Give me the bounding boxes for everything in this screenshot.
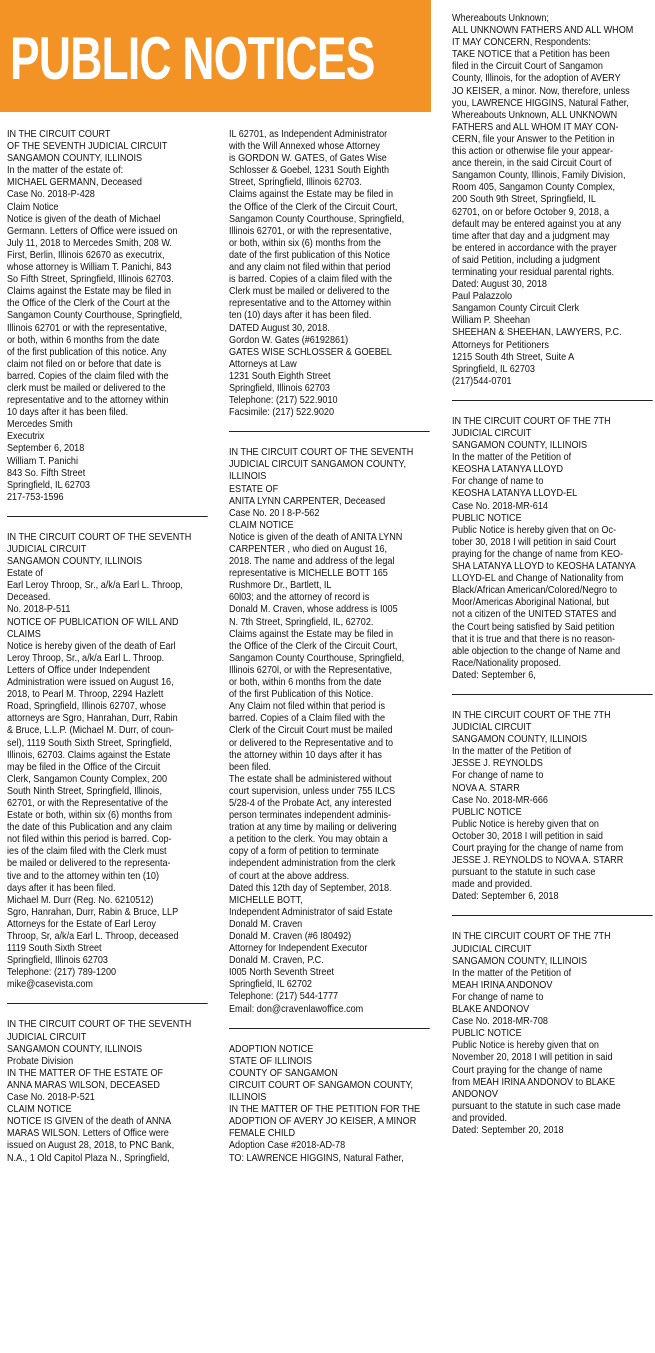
- notice-line: JUDICIAL CIRCUIT SANGAMON COUNTY,: [229, 458, 406, 471]
- notice-line: 200 South 9th Street, Springfield, IL: [452, 193, 596, 206]
- notice-line: IN THE CIRCUIT COURT OF THE 7TH: [452, 414, 611, 427]
- notice-line: PUBLIC NOTICE: [452, 1027, 522, 1040]
- notice-line: Case No. 2018-MR-708: [452, 1015, 548, 1028]
- notice-line: PUBLIC NOTICE: [452, 805, 522, 818]
- notice-line: representative is MICHELLE BOTT 165: [229, 567, 388, 580]
- notice-line: Case No. 20 I 8-P-562: [229, 506, 320, 519]
- notice-line: Dated: September 6,: [452, 668, 536, 681]
- notice-line: from MEAH IRINA ANDONOV to BLAKE: [452, 1075, 616, 1088]
- notice-line: ADOPTION OF AVERY JO KEISER, A MINOR: [229, 1115, 417, 1128]
- notice-line: issued on August 28, 2018, to PNC Bank,: [7, 1139, 175, 1152]
- notice-line: Schlosser & Goebel, 1231 South Eighth: [229, 164, 390, 177]
- notice-line: Public Notice is hereby given that on Oc-: [452, 523, 617, 536]
- notice-line: Administration were issued on August 16,: [7, 676, 174, 689]
- legal-notice: [452, 709, 651, 903]
- notice-line: tration at any time by mailing or delivering: [229, 821, 397, 834]
- notice-line: First, Berlin, Illinois 62670 as executrix,: [7, 248, 165, 261]
- notice-line: MARAS WILSON. Letters of Office were: [7, 1127, 169, 1140]
- notice-line: JUDICIAL CIRCUIT: [7, 543, 87, 555]
- notice-line: Case No. 2018-MR-666: [452, 793, 548, 806]
- notice-divider: [7, 516, 208, 517]
- notice-line: Email: don@cravenlawoffice.com: [229, 1002, 364, 1015]
- notice-line: Clerk must be mailed or delivered to the: [229, 285, 390, 298]
- notice-line: default may be entered against you at any: [452, 217, 622, 230]
- notice-line: ESTATE OF: [229, 482, 279, 495]
- notice-line: Deceased.: [7, 591, 51, 604]
- notice-line: CLAIM NOTICE: [229, 518, 294, 531]
- notice-line: IN THE CIRCUIT COURT OF THE SEVENTH: [229, 446, 414, 459]
- notice-line: or both, within 6 months from the date: [229, 676, 382, 689]
- notice-line: person terminates independent adminis-: [229, 809, 392, 822]
- notice-line: Court praying for the change of name from: [452, 842, 624, 854]
- notice-line: Illinois, 62703. Claims against the Estate: [7, 748, 171, 761]
- notice-line: OF THE SEVENTH JUDICIAL CIRCUIT: [7, 140, 168, 153]
- notice-line: Estate of: [7, 567, 43, 580]
- notice-line: FEMALE CHILD: [229, 1127, 296, 1140]
- notice-line: IN THE MATTER OF THE PETITION FOR THE: [229, 1103, 421, 1116]
- notice-line: of court at the above address.: [229, 869, 350, 882]
- notice-line: For change of name to: [452, 990, 544, 1003]
- notice-line: Claims against the Estate may be filed in: [229, 188, 394, 201]
- notice-line: JO KEISER, a minor. Now, therefore, unless: [452, 84, 630, 97]
- notice-line: Claims against the Estate may be filed in: [7, 285, 172, 298]
- legal-notice: [452, 930, 651, 1136]
- notice-line: ILLINOIS: [229, 1091, 267, 1104]
- notice-line: praying for the change of name from KEO-: [452, 547, 624, 560]
- notice-line: SHA LATANYA LLOYD to KEOSHA LATANYA: [452, 560, 636, 573]
- notice-line: N. 7th Street, Springfield, IL, 62702.: [229, 615, 374, 628]
- notice-line: No. 2018-P-511: [7, 603, 71, 616]
- notice-line: IN THE CIRCUIT COURT OF THE 7TH: [452, 930, 611, 943]
- notice-line: JUDICIAL CIRCUIT: [452, 427, 532, 439]
- notice-line: Race/Nationality proposed.: [452, 656, 562, 669]
- notice-line: Road, Springfield, Illinois 62707, whose: [7, 700, 167, 713]
- notice-line: able objection to the change of Name and: [452, 644, 621, 657]
- notice-line: the Court being satisfied by Said petition: [452, 620, 615, 633]
- notice-line: Springfield, IL 62703: [7, 478, 90, 491]
- notice-line: Throop, Sr, a/k/a Earl L. Throop, deceased: [7, 930, 179, 942]
- legal-notice: [7, 1018, 206, 1163]
- legal-notice: [7, 128, 206, 503]
- notice-line: DATED August 30, 2018.: [229, 321, 330, 334]
- notice-line: COUNTY OF SANGAMON: [229, 1066, 338, 1079]
- notice-line: July 11, 2018 to Mercedes Smith, 208 W.: [7, 236, 172, 249]
- column-1: [7, 128, 206, 1164]
- notice-line: IN THE CIRCUIT COURT: [7, 128, 111, 140]
- notice-line: Court praying for the change of name: [452, 1063, 603, 1076]
- notice-line: 60l03; and the attorney of record is: [229, 591, 370, 604]
- notice-line: ALL UNKNOWN FATHERS AND ALL WHOM: [452, 24, 634, 37]
- notice-line: Springfield, IL 62703: [452, 362, 535, 375]
- notice-line: Dated: September 6, 2018: [452, 890, 559, 903]
- column-2: [229, 128, 428, 1164]
- notice-line: BLAKE ANDONOV: [452, 1003, 530, 1016]
- notice-line: Springfield, Illinois 62703: [229, 381, 330, 394]
- notice-line: Public Notice is hereby given that on: [452, 1039, 599, 1052]
- notice-divider: [229, 1028, 430, 1029]
- notice-line: ADOPTION NOTICE: [229, 1042, 314, 1055]
- notice-line: Claims against the Estate may be filed in: [229, 627, 394, 640]
- notice-line: may be filed in the Office of the Circuit: [7, 760, 161, 773]
- notice-line: been filed.: [229, 760, 271, 773]
- notice-line: 1119 South Sixth Street: [7, 942, 102, 955]
- notice-line: Case No. 2018-P-521: [7, 1091, 95, 1104]
- notice-line: MEAH IRINA ANDONOV: [452, 978, 553, 991]
- notice-line: sel), 1119 South Sixth Street, Springfield,: [7, 736, 172, 749]
- notice-line: Facsimile: (217) 522.9020: [229, 406, 335, 419]
- notice-line: NOTICE OF PUBLICATION OF WILL AND: [7, 615, 179, 628]
- notice-line: Black/African American/Colored/Negro to: [452, 584, 618, 597]
- notice-line: Illinois 6270l, or with the Representative,: [229, 663, 393, 676]
- notice-line: or delivered to the Representative and to: [229, 736, 394, 749]
- notice-line: KEOSHA LATANYA LLOYD-EL: [452, 487, 578, 500]
- notice-line: IT MAY CONCERN, Respondents:: [452, 36, 591, 49]
- notice-line: 5/28-4 of the Probate Act, any interested: [229, 796, 392, 809]
- notice-line: Sgro, Hanrahan, Durr, Rabin & Bruce, LLP: [7, 905, 179, 918]
- notice-line: STATE OF ILLINOIS: [229, 1054, 312, 1067]
- notice-line: of said Petition, including a judgment: [452, 253, 600, 266]
- notice-line: County, Illinois, for the adoption of AVERY: [452, 72, 621, 85]
- notice-line: In the matter of the Petition of: [452, 451, 572, 464]
- notice-line: Mercedes Smith: [7, 418, 73, 431]
- notice-line: copy of a form of petition to terminate: [229, 845, 379, 858]
- notice-line: ance therein, in the said Circuit Court of: [452, 157, 612, 170]
- notice-line: tober 30, 2018 I will petition in said Court: [452, 535, 617, 548]
- notice-line: JESSE J. REYNOLDS: [452, 757, 543, 770]
- notice-line: Letters of Office under Independent: [7, 663, 150, 676]
- notice-line: Illinois 62701 or with the representative,: [7, 321, 168, 334]
- notice-line: Sangamon County Circuit Clerk: [452, 302, 580, 315]
- notice-line: JESSE J. REYNOLDS to NOVA A. STARR: [452, 854, 624, 867]
- notice-line: Notice is given of the death of Michael: [7, 212, 161, 225]
- notice-line: is GORDON W. GATES, of Gates Wise: [229, 152, 387, 165]
- notice-line: Notice is hereby given of the death of Earl: [7, 639, 176, 652]
- notice-line: of the first Publication of this Notice.: [229, 688, 374, 701]
- notice-line: N.A., 1 Old Capitol Plaza N., Springfield,: [7, 1151, 170, 1164]
- notice-line: SANGAMON COUNTY, ILLINOIS: [7, 152, 143, 165]
- notice-line: MICHAEL GERMANN, Deceased: [7, 176, 142, 189]
- notice-line: made and provided.: [452, 878, 533, 891]
- legal-notice: [229, 128, 428, 418]
- notice-line: ten (10) days after it has been filed.: [229, 309, 372, 322]
- notice-line: court supervision, unless under 755 ILCS: [229, 784, 396, 797]
- notice-line: Public Notice is hereby given that on: [452, 817, 599, 830]
- notice-line: SANGAMON COUNTY, ILLINOIS: [7, 1042, 143, 1055]
- column-3: [452, 12, 651, 1136]
- notice-line: Rushmore Dr., Bartlett, IL: [229, 579, 332, 592]
- notice-line: Attorneys for the Estate of Earl Leroy: [7, 917, 156, 930]
- notice-line: Leroy Throop, Sr., a/k/a Earl L. Throop.: [7, 651, 165, 664]
- notice-line: Street, Springfield, Illinois 62703.: [229, 176, 362, 189]
- notice-line: with the Will Annexed whose Attorney: [229, 140, 380, 153]
- notice-line: 10 days after it has been filed.: [7, 406, 129, 419]
- notice-line: Gordon W. Gates (#6192861): [229, 333, 349, 346]
- notice-line: CLAIM NOTICE: [7, 1103, 72, 1116]
- notice-line: is barred. Copies of a claim filed with the: [229, 273, 393, 286]
- notice-line: time after that day and a judgment may: [452, 229, 610, 242]
- notice-line: whose attorney is William T. Panichi, 843: [7, 261, 172, 274]
- notice-line: For change of name to: [452, 475, 544, 488]
- notice-line: pursuant to the statute in such case made: [452, 1099, 621, 1112]
- notice-divider: [7, 1003, 208, 1004]
- notice-line: Earl Leroy Throop, Sr., a/k/a Earl L. Throop,: [7, 579, 183, 592]
- notice-line: Sangamon County Courthouse, Springfield,: [7, 309, 183, 322]
- notice-line: 217-753-1596: [7, 490, 64, 503]
- notice-line: Any Claim not filed within that period is: [229, 700, 385, 713]
- notice-line: the Office of the Clerk of the Court at the: [7, 297, 170, 310]
- notice-line: be entered in accordance with the prayer: [452, 241, 617, 254]
- notice-line: Dated: August 30, 2018: [452, 278, 547, 291]
- notice-line: tive and to the attorney within ten (10): [7, 869, 159, 882]
- notice-line: William P. Sheehan: [452, 314, 531, 327]
- notice-line: I005 North Seventh Street: [229, 966, 335, 979]
- notice-line: filed in the Circuit Court of Sangamon: [452, 60, 603, 73]
- notice-line: Estate or both, within six (6) months from: [7, 809, 173, 822]
- notice-line: and provided.: [452, 1111, 508, 1124]
- notice-line: that it is true and that there is no reason-: [452, 632, 616, 645]
- notice-line: IN THE CIRCUIT COURT OF THE 7TH: [452, 708, 611, 721]
- notice-line: Telephone: (217) 789-1200: [7, 966, 117, 979]
- notice-line: Sangamon County Courthouse, Springfield,: [229, 651, 405, 664]
- notice-line: Germann. Letters of Office were issued on: [7, 224, 178, 237]
- notice-line: (217)544-0701: [452, 374, 512, 387]
- notice-line: Illinois 62701, or with the representative,: [229, 224, 392, 237]
- notice-line: pursuant to the statute in such case: [452, 866, 596, 879]
- notice-line: Moor/Americas Aboriginal National, but: [452, 596, 610, 609]
- notice-line: SHEEHAN & SHEEHAN, LAWYERS, P.C.: [452, 326, 622, 339]
- notice-line: ANDONOV: [452, 1087, 498, 1100]
- notice-line: the date of this Publication and any claim: [7, 821, 173, 834]
- notice-line: date of the first publication of this Notice: [229, 248, 391, 261]
- notice-line: NOVA A. STARR: [452, 781, 520, 794]
- notice-line: Attorney for Independent Executor: [229, 942, 368, 955]
- notice-line: JUDICIAL CIRCUIT: [7, 1030, 87, 1043]
- notice-line: Notice is given of the death of ANITA LYNN: [229, 530, 403, 543]
- notice-line: In the matter of the estate of:: [7, 164, 124, 177]
- legal-notice: [229, 446, 428, 1014]
- notice-line: For change of name to: [452, 769, 544, 782]
- notice-line: In the matter of the Petition of: [452, 966, 572, 979]
- notice-divider: [452, 915, 653, 916]
- notice-line: Room 405, Sangamon County Complex,: [452, 181, 616, 194]
- notice-line: Donald M. Craven (#6 I80492): [229, 930, 352, 942]
- notice-line: mike@casevista.com: [7, 978, 93, 991]
- notice-line: clerk must be mailed or delivered to the: [7, 381, 166, 394]
- notice-line: The estate shall be administered without: [229, 772, 392, 785]
- notice-line: NOTICE IS GIVEN of the death of ANNA: [7, 1115, 172, 1128]
- notice-line: not filed within this period is barred. Cop-: [7, 833, 172, 846]
- notice-line: not a citizen of the UNITED STATES and: [452, 608, 617, 621]
- notice-line: 1231 South Eighth Street: [229, 369, 331, 382]
- notice-line: PUBLIC NOTICE: [452, 511, 522, 524]
- notice-line: Independent Administrator of said Estate: [229, 905, 393, 918]
- notice-line: days after it has been filed.: [7, 881, 116, 894]
- notice-line: Claim Notice: [7, 200, 59, 213]
- notice-line: FATHERS and ALL WHOM IT MAY CON-: [452, 120, 619, 133]
- notice-divider: [452, 694, 653, 695]
- notice-line: IN THE CIRCUIT COURT OF THE SEVENTH: [7, 530, 192, 543]
- notice-line: Sangamon County, Illinois, Family Division,: [452, 169, 626, 182]
- notice-line: Probate Division: [7, 1054, 74, 1067]
- notice-line: Springfield, IL 62702: [229, 978, 312, 991]
- notice-line: 62701, or with the Representative of the: [7, 796, 169, 809]
- notice-line: SANGAMON COUNTY, ILLINOIS: [452, 439, 588, 452]
- legal-notice: [452, 415, 651, 681]
- notice-line: Case No. 2018-P-428: [7, 188, 95, 201]
- notice-line: LLOYD-EL and Change of Nationality from: [452, 572, 624, 585]
- notice-line: South Ninth Street, Springfield, Illinois,: [7, 784, 162, 797]
- notice-line: representative and to the attorney within: [7, 394, 169, 407]
- notice-line: independent administration from the clerk: [229, 857, 396, 870]
- notice-line: 1215 South 4th Street, Suite A: [452, 350, 575, 363]
- notice-line: the Office of the Clerk of the Circuit Court,: [229, 639, 398, 652]
- notice-line: Clerk, Sangamon County Complex, 200: [7, 772, 168, 785]
- notice-line: Attorneys for Petitioners: [452, 338, 549, 351]
- notice-line: MICHELLE BOTT,: [229, 893, 303, 906]
- notice-line: barred. Copies of the claim filed with the: [7, 369, 169, 382]
- notice-line: KEOSHA LATANYA LLOYD: [452, 463, 564, 476]
- notice-line: Donald M. Craven, P.C.: [229, 954, 324, 967]
- notice-line: Sangamon County Courthouse, Springfield,: [229, 212, 405, 225]
- notice-line: September 6, 2018: [7, 442, 85, 455]
- notice-line: 2018, to Pearl M. Throop, 2294 Hazlett: [7, 688, 164, 701]
- notice-line: the attorney within 10 days after it has: [229, 748, 382, 761]
- notice-line: ies of the claim filed with the Clerk must: [7, 845, 167, 858]
- notice-line: 2018. The name and address of the legal: [229, 555, 395, 568]
- notice-line: 62701, on or before October 9, 2018, a: [452, 205, 610, 218]
- notice-line: & Bruce, L.L.P. (Michael M. Durr, of coun-: [7, 724, 174, 737]
- notice-line: the Office of the Clerk of the Circuit Court,: [229, 200, 398, 213]
- notice-line: or both, within 6 months from the date: [7, 333, 160, 346]
- notice-line: TO: LAWRENCE HIGGINS, Natural Father,: [229, 1151, 404, 1164]
- notice-line: claim not filed on or before that date is: [7, 357, 161, 370]
- notice-line: and any claim not filed within that period: [229, 261, 391, 274]
- notice-line: attorneys are Sgro, Hanrahan, Durr, Rabin: [7, 712, 178, 725]
- notice-line: Clerk of the Circuit Court must be mailed: [229, 724, 393, 737]
- notice-line: ANNA MARAS WILSON, DECEASED: [7, 1078, 160, 1091]
- section-title: PUBLIC NOTICES: [10, 25, 375, 92]
- notice-line: Telephone: (217) 522.9010: [229, 394, 338, 407]
- notice-line: JUDICIAL CIRCUIT: [452, 721, 532, 734]
- notice-line: CERN, file your Answer to the Petition in: [452, 132, 615, 145]
- notice-line: GATES WISE SCHLOSSER & GOEBEL: [229, 345, 392, 358]
- legal-notice: [452, 12, 651, 387]
- notice-line: barred. Copies of a Claim filed with the: [229, 712, 385, 725]
- notice-line: ILLINOIS: [229, 470, 267, 483]
- notice-line: CIRCUIT COURT OF SANGAMON COUNTY,: [229, 1078, 414, 1091]
- legal-notice: [7, 531, 206, 991]
- notice-line: Whereabouts Unknown;: [452, 12, 549, 24]
- notice-line: Donald M. Craven, whose address is I005: [229, 603, 398, 616]
- notice-line: Michael M. Durr (Reg. No. 6210512): [7, 893, 154, 906]
- notice-line: Case No. 2018-MR-614: [452, 499, 548, 512]
- notice-line: of the first publication of this notice. Any: [7, 345, 167, 358]
- notice-line: So Fifth Street, Springfield, Illinois 62703.: [7, 273, 174, 286]
- notice-line: you, LAWRENCE HIGGINS, Natural Father,: [452, 96, 629, 109]
- notice-line: SANGAMON COUNTY, ILLINOIS: [452, 954, 588, 967]
- notice-line: TAKE NOTICE that a Petition has been: [452, 48, 610, 61]
- notice-line: In the matter of the Petition of: [452, 745, 572, 758]
- notice-line: a petition to the clerk. You may obtain a: [229, 833, 388, 846]
- notice-line: CLAIMS: [7, 627, 41, 640]
- notice-line: Adoption Case #2018-AD-78: [229, 1139, 346, 1152]
- notice-line: SANGAMON COUNTY, ILLINOIS: [452, 733, 588, 746]
- notice-divider: [452, 400, 653, 401]
- notice-line: William T. Panichi: [7, 454, 78, 467]
- notice-line: this action or otherwise file your appear-: [452, 145, 614, 158]
- notice-line: Donald M. Craven: [229, 917, 303, 930]
- notice-line: Whereabouts Unknown, ALL UNKNOWN: [452, 108, 618, 121]
- notice-line: Paul Palazzolo: [452, 290, 513, 303]
- notice-line: 843 So. Fifth Street: [7, 466, 86, 479]
- notice-line: Executrix: [7, 430, 45, 443]
- notice-line: representative and to the Attorney within: [229, 297, 392, 310]
- notice-line: IN THE CIRCUIT COURT OF THE SEVENTH: [7, 1018, 192, 1031]
- notice-line: October 30, 2018 I will petition in said: [452, 829, 603, 842]
- notice-line: Attorneys at Law: [229, 357, 297, 370]
- notice-line: terminating your residual parental rights.: [452, 265, 615, 278]
- legal-notice: [229, 1043, 428, 1164]
- notice-line: Dated this 12th day of September, 2018.: [229, 881, 392, 894]
- notice-line: JUDICIAL CIRCUIT: [452, 942, 532, 955]
- notice-line: Telephone: (217) 544-1777: [229, 990, 339, 1003]
- notice-line: IN THE MATTER OF THE ESTATE OF: [7, 1066, 164, 1079]
- notice-line: CARPENTER , who died on August 16,: [229, 543, 388, 555]
- notice-line: November 20, 2018 I will petition in said: [452, 1051, 613, 1064]
- public-notices-banner: [0, 0, 431, 112]
- notice-line: Springfield, Illinois 62703: [7, 954, 108, 967]
- notice-line: be mailed or delivered to the representa-: [7, 857, 171, 870]
- notice-line: SANGAMON COUNTY, ILLINOIS: [7, 555, 143, 568]
- notice-line: ANITA LYNN CARPENTER, Deceased: [229, 494, 386, 507]
- notice-line: IL 62701, as Independent Administrator: [229, 128, 388, 140]
- notice-divider: [229, 431, 430, 432]
- notice-line: or both, within six (6) months from the: [229, 236, 381, 249]
- notice-line: Dated: September 20, 2018: [452, 1123, 564, 1136]
